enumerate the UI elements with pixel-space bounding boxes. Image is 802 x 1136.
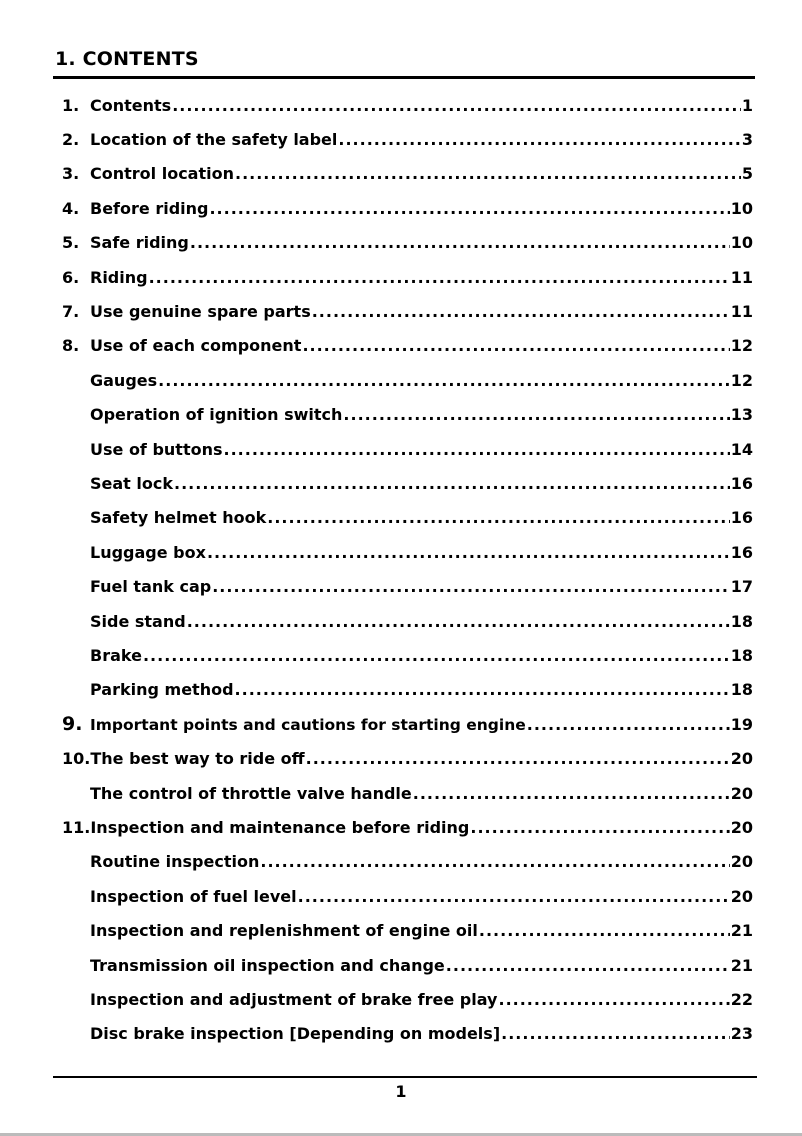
- toc-entry[interactable]: [0, 191, 802, 225]
- toc-entry-page: 5: [741, 164, 753, 184]
- toc-entry[interactable]: [0, 432, 802, 466]
- toc-entry-label: Parking method: [90, 680, 234, 700]
- toc-line: [90, 612, 753, 631]
- toc-leader-dots: [143, 646, 730, 665]
- toc-leader-dots: [338, 130, 740, 149]
- toc-entry-page: 23: [730, 1024, 753, 1044]
- toc-entry-label: The best way to ride off: [90, 749, 305, 769]
- toc-entry[interactable]: [0, 604, 802, 638]
- toc-entry-page: 18: [730, 645, 753, 665]
- toc-entry[interactable]: [0, 1017, 802, 1051]
- toc-entry-label: Brake: [90, 645, 142, 665]
- toc-entry-label: Gauges: [90, 370, 158, 390]
- toc-entry-page: 12: [730, 336, 753, 356]
- toc-leader-dots: [260, 852, 729, 871]
- toc-entry-number: 10.: [62, 749, 91, 769]
- toc-entry[interactable]: [0, 982, 802, 1016]
- toc-line: [90, 268, 753, 287]
- toc-entry-label: The control of throttle valve handle: [90, 783, 412, 803]
- toc-leader-dots: [235, 680, 730, 699]
- toc-line: [90, 405, 753, 424]
- toc-entry[interactable]: [0, 879, 802, 913]
- toc-entry[interactable]: [0, 810, 802, 844]
- toc-leader-dots: [312, 302, 730, 321]
- toc-entry-label: Use of each component: [90, 336, 302, 356]
- toc-leader-dots: [235, 164, 741, 183]
- toc-entry[interactable]: [0, 707, 802, 741]
- toc-entry[interactable]: [0, 742, 802, 776]
- toc-line: [90, 199, 753, 218]
- toc-entry-page: 14: [730, 439, 753, 459]
- toc-entry-page: 10: [730, 233, 753, 253]
- toc-line: [90, 715, 753, 734]
- toc-entry-page: 19: [730, 714, 753, 734]
- toc-line: [62, 749, 753, 768]
- toc-entry-page: 20: [730, 817, 753, 837]
- toc-entry-page: 16: [730, 542, 753, 562]
- toc-entry-label: Inspection and maintenance before riding: [90, 817, 470, 837]
- toc-entry-page: 21: [730, 955, 753, 975]
- toc-entry-label: Location of the safety label: [90, 129, 338, 149]
- toc-entry[interactable]: [0, 776, 802, 810]
- toc-entry-page: 3: [741, 129, 753, 149]
- toc-entry-page: 21: [730, 921, 753, 941]
- toc-line: [90, 371, 753, 390]
- toc-entry-page: 18: [730, 680, 753, 700]
- toc-entry-label: Luggage box: [90, 542, 206, 562]
- toc-entry[interactable]: [0, 329, 802, 363]
- toc-entry[interactable]: [0, 948, 802, 982]
- toc-line: [62, 818, 753, 837]
- toc-entry-label: Side stand: [90, 611, 186, 631]
- toc-entry-number: 11.: [62, 817, 91, 837]
- toc-entry-label: Transmission oil inspection and change: [90, 955, 445, 975]
- toc-entry[interactable]: [0, 845, 802, 879]
- toc-entry-page: 18: [730, 611, 753, 631]
- toc-line: [90, 577, 753, 596]
- toc-entry-number: 5.: [62, 233, 80, 253]
- toc-entry[interactable]: [0, 88, 802, 122]
- toc-leader-dots: [267, 508, 729, 527]
- toc-entry-label: Use of buttons: [90, 439, 223, 459]
- toc-leader-dots: [158, 371, 730, 390]
- toc-entry[interactable]: [0, 157, 802, 191]
- toc-entry-label: Operation of ignition switch: [90, 405, 343, 425]
- toc-line: [90, 1024, 753, 1043]
- toc-entry-label: Important points and cautions for starting engine: [90, 715, 526, 734]
- page-title: 1. CONTENTS: [55, 48, 199, 70]
- toc-entry-page: 1: [741, 95, 753, 115]
- toc-entry-label: Safety helmet hook: [90, 508, 267, 528]
- toc-entry[interactable]: [0, 501, 802, 535]
- toc-line: [90, 956, 753, 975]
- toc-entry-label: Disc brake inspection [Depending on models]: [90, 1024, 501, 1044]
- toc-entry-label: Inspection and replenishment of engine oil: [90, 921, 478, 941]
- toc-entry[interactable]: [0, 638, 802, 672]
- toc-entry-label: Inspection of fuel level: [90, 886, 297, 906]
- toc-leader-dots: [479, 921, 730, 940]
- toc-leader-dots: [343, 405, 729, 424]
- toc-line: [90, 680, 753, 699]
- toc-entry[interactable]: [0, 226, 802, 260]
- toc-entry-label: Seat lock: [90, 473, 173, 493]
- toc-entry-number: 3.: [62, 164, 80, 184]
- toc-entry[interactable]: [0, 466, 802, 500]
- toc-leader-dots: [470, 818, 729, 837]
- toc-line: [90, 543, 753, 562]
- toc-line: [90, 164, 753, 183]
- toc-line: [90, 508, 753, 527]
- toc-leader-dots: [190, 233, 730, 252]
- toc-entry[interactable]: [0, 535, 802, 569]
- toc-entry-page: 20: [730, 852, 753, 872]
- toc-line: [90, 96, 753, 115]
- toc-entry-page: 11: [730, 267, 753, 287]
- toc-entry-page: 16: [730, 473, 753, 493]
- toc-entry-page: 12: [730, 370, 753, 390]
- toc-entry[interactable]: [0, 363, 802, 397]
- toc-line: [90, 440, 753, 459]
- toc-entry[interactable]: [0, 914, 802, 948]
- toc-entry-label: Use genuine spare parts: [90, 301, 311, 321]
- toc-entry[interactable]: [0, 570, 802, 604]
- toc-line: [90, 646, 753, 665]
- toc-entry-page: 16: [730, 508, 753, 528]
- toc-leader-dots: [527, 715, 730, 734]
- toc-entry[interactable]: [0, 122, 802, 156]
- toc-leader-dots: [446, 956, 730, 975]
- toc-line: [90, 921, 753, 940]
- toc-leader-dots: [174, 474, 730, 493]
- toc-line: [90, 336, 753, 355]
- toc-entry[interactable]: [0, 398, 802, 432]
- toc-entry-label: Inspection and adjustment of brake free play: [90, 989, 498, 1009]
- toc-leader-dots: [209, 199, 729, 218]
- page-number: 1: [395, 1082, 407, 1101]
- toc-entry-label: Routine inspection: [90, 852, 260, 872]
- toc-leader-dots: [498, 990, 729, 1009]
- toc-entry[interactable]: [0, 260, 802, 294]
- toc-entry-label: Control location: [90, 164, 234, 184]
- toc-leader-dots: [207, 543, 730, 562]
- toc-entry-page: 22: [730, 989, 753, 1009]
- toc-entry-label: Before riding: [90, 198, 209, 218]
- toc-line: [90, 852, 753, 871]
- toc-entry-label: Fuel tank cap: [90, 577, 212, 597]
- toc-entry[interactable]: [0, 294, 802, 328]
- toc-entry-label: Contents: [90, 95, 172, 115]
- toc-entry-number: 7.: [62, 301, 80, 321]
- toc-leader-dots: [413, 784, 730, 803]
- toc-leader-dots: [306, 749, 730, 768]
- toc-entry-page: 20: [730, 783, 753, 803]
- toc-entry-page: 10: [730, 198, 753, 218]
- toc-entry-label: Riding: [90, 267, 148, 287]
- toc-entry-page: 20: [730, 886, 753, 906]
- toc-line: [90, 233, 753, 252]
- toc-entry[interactable]: [0, 673, 802, 707]
- bottom-divider: [53, 1076, 757, 1078]
- toc-leader-dots: [298, 887, 730, 906]
- toc-entry-label: Safe riding: [90, 233, 189, 253]
- toc-entry-number: 6.: [62, 267, 80, 287]
- toc-leader-dots: [187, 612, 730, 631]
- toc-leader-dots: [501, 1024, 730, 1043]
- toc-line: [90, 302, 753, 321]
- toc-entry-page: 20: [730, 749, 753, 769]
- toc-entry-number: 4.: [62, 198, 80, 218]
- toc-leader-dots: [172, 96, 741, 115]
- toc-leader-dots: [149, 268, 730, 287]
- toc-entry-page: 13: [730, 405, 753, 425]
- toc-leader-dots: [224, 440, 730, 459]
- toc-entry-page: 11: [730, 301, 753, 321]
- toc-leader-dots: [212, 577, 730, 596]
- toc-line: [90, 887, 753, 906]
- toc-entry-number: 1.: [62, 95, 80, 115]
- toc-entry-number: 9.: [62, 713, 83, 736]
- toc-line: [90, 784, 753, 803]
- toc-entry-page: 17: [730, 577, 753, 597]
- toc-line: [90, 990, 753, 1009]
- toc-entry-number: 2.: [62, 129, 80, 149]
- toc-entry-number: 8.: [62, 336, 80, 356]
- top-divider: [53, 76, 755, 79]
- toc-line: [90, 474, 753, 493]
- toc-line: [90, 130, 753, 149]
- toc-leader-dots: [302, 336, 729, 355]
